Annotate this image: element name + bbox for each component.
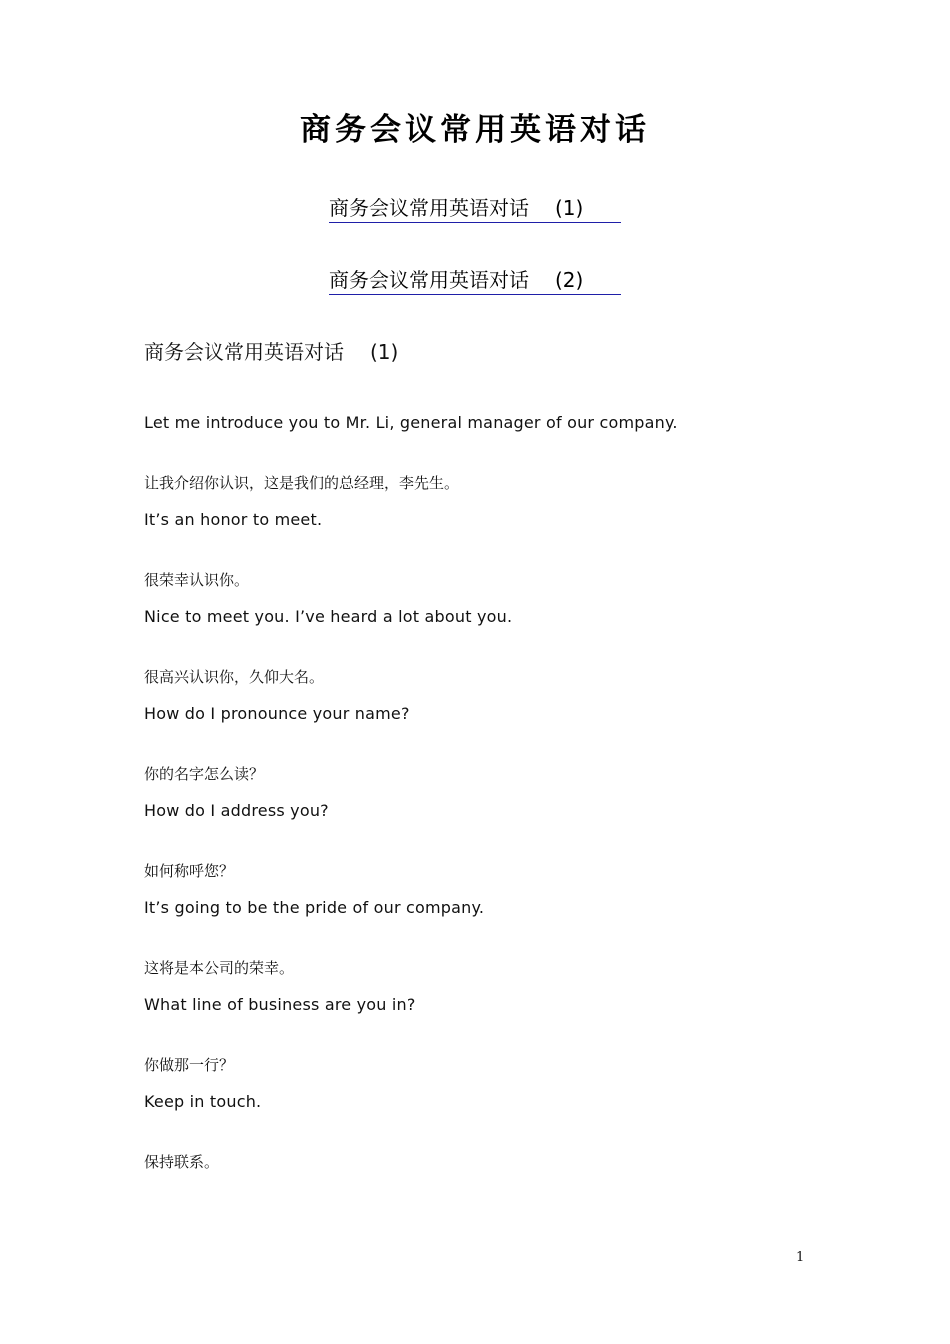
chinese-translation: 如何称呼您？ [144, 862, 235, 880]
section-heading [144, 339, 398, 365]
english-sentence: Let me introduce you to Mr. Li, general manager of our company. [144, 413, 678, 432]
chinese-translation: 你的名字怎么读？ [144, 765, 265, 783]
chinese-translation: 你做那一行？ [144, 1056, 235, 1074]
page-number: 1 [796, 1250, 805, 1265]
section-heading-number: (1) [370, 340, 399, 364]
english-sentence: Keep in touch. [144, 1092, 262, 1111]
page-title: 商务会议常用英语对话 [300, 112, 650, 148]
chinese-translation: 很高兴认识你，久仰大名。 [144, 668, 325, 686]
chinese-translation: 很荣幸认识你。 [144, 571, 250, 589]
english-sentence: It’s an honor to meet. [144, 510, 323, 529]
toc-link-part-2[interactable] [329, 267, 621, 295]
toc-link-label: 商务会议常用英语对话 [329, 268, 529, 292]
toc-link-number: (1) [555, 196, 584, 220]
toc-link-part-1[interactable] [329, 195, 621, 223]
english-sentence: It’s going to be the pride of our company. [144, 898, 485, 917]
english-sentence: How do I address you? [144, 801, 329, 820]
chinese-translation: 保持联系。 [144, 1153, 220, 1171]
toc-link-number: (2) [555, 268, 584, 292]
chinese-translation: 这将是本公司的荣幸。 [144, 959, 295, 977]
english-sentence: Nice to meet you. I’ve heard a lot about you. [144, 607, 513, 626]
english-sentence: What line of business are you in? [144, 995, 416, 1014]
section-heading-label: 商务会议常用英语对话 [144, 340, 344, 364]
chinese-translation: 让我介绍你认识，这是我们的总经理，李先生。 [144, 474, 460, 492]
toc-link-label: 商务会议常用英语对话 [329, 196, 529, 220]
english-sentence: How do I pronounce your name? [144, 704, 410, 723]
